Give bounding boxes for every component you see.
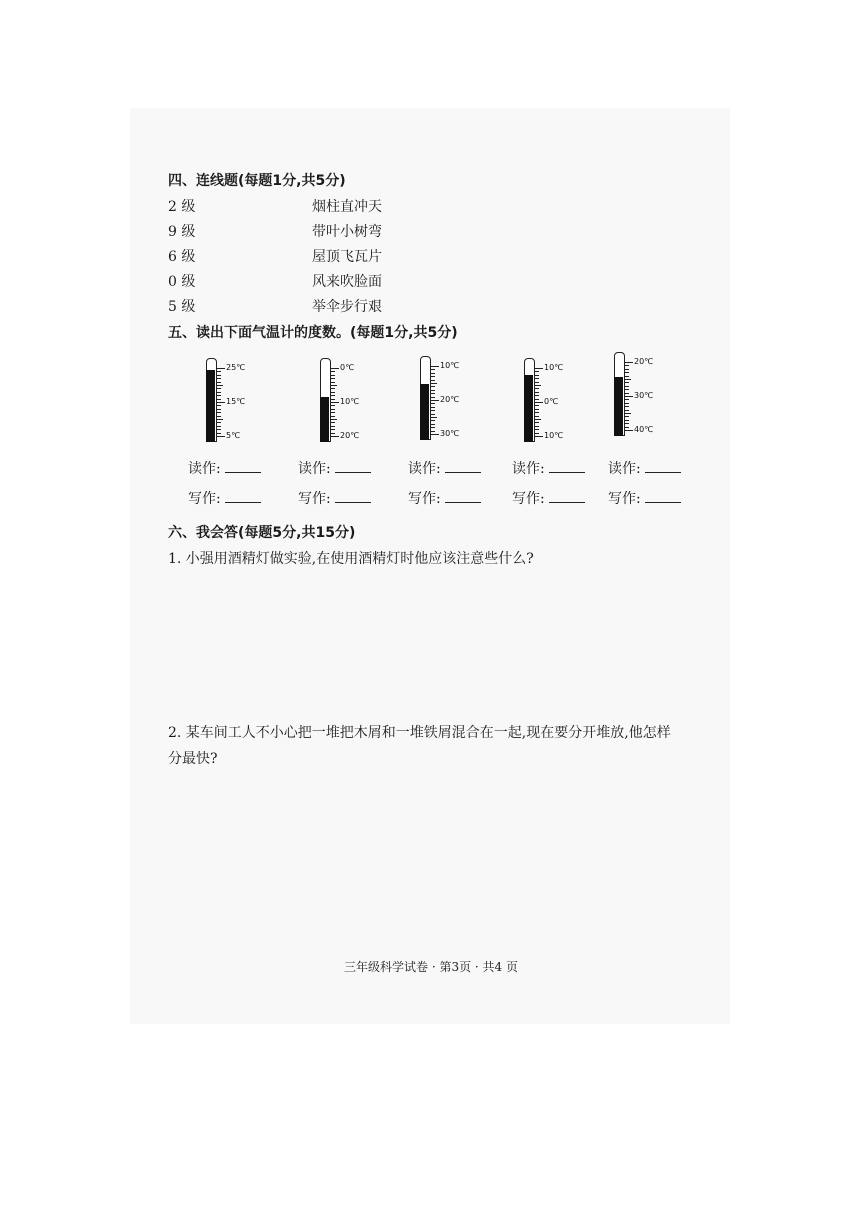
answer-blank[interactable]: [225, 490, 261, 503]
scale-tick: [625, 403, 629, 404]
scale-tick: [625, 420, 629, 421]
scale-tick: [217, 399, 221, 400]
mercury-column: [614, 377, 623, 436]
question-2-line-1: 2. 某车间工人不小心把一堆把木屑和一堆铁屑混合在一起,现在要分开堆放,他怎样: [168, 725, 671, 741]
scale-tick: [217, 412, 221, 413]
scale-tick: [331, 399, 335, 400]
scale-tick: [625, 413, 631, 414]
scale-tick: [331, 378, 335, 379]
scale-tick: [625, 372, 629, 373]
scale-label: 15℃: [226, 397, 246, 406]
match-right-4: 风来吹脸面: [312, 274, 382, 290]
scale-tick: [431, 400, 439, 401]
question-1: 1. 小强用酒精灯做实验,在使用酒精灯时他应该注意些什么?: [168, 551, 534, 567]
scale-tick: [625, 396, 633, 397]
scale-tick: [431, 373, 435, 374]
scale-tick: [331, 433, 335, 434]
scale-tick: [217, 402, 225, 403]
scale-tick: [431, 427, 435, 428]
page-footer: 三年级科学试卷 · 第3页 · 共4 页: [344, 960, 518, 974]
answer-blank[interactable]: [549, 490, 585, 503]
match-left-3: 6 级: [168, 249, 196, 265]
scale-tick: [535, 412, 539, 413]
scale-tick: [535, 433, 539, 434]
scale-tick: [331, 392, 335, 393]
scale-tick: [431, 380, 435, 381]
scale-tick: [431, 386, 435, 387]
scale-tick: [331, 426, 335, 427]
scale-label: 20℃: [340, 431, 360, 440]
scale-tick: [431, 376, 435, 377]
answer-blank[interactable]: [335, 490, 371, 503]
match-right-5: 举伞步行艰: [312, 299, 382, 315]
thermometer-4: [524, 358, 584, 448]
answer-blank[interactable]: [549, 460, 585, 473]
scale-tick: [431, 393, 435, 394]
scale-tick: [217, 382, 221, 383]
scale-tick: [331, 395, 335, 396]
scale-tick: [625, 362, 633, 363]
scale-tick: [217, 405, 221, 406]
scale-tick: [217, 388, 221, 389]
match-left-4: 0 级: [168, 274, 196, 290]
scale-tick: [535, 426, 539, 427]
read-answer-4: 读作:: [512, 458, 585, 478]
scale-tick: [217, 385, 223, 386]
match-left-2: 9 级: [168, 224, 196, 240]
scale-tick: [217, 409, 221, 410]
scale-label: 10℃: [544, 363, 564, 372]
scale-tick: [431, 390, 435, 391]
read-answer-1: 读作:: [188, 458, 261, 478]
thermometer-5: [614, 352, 674, 442]
scale-label: 25℃: [226, 363, 246, 372]
match-right-1: 烟柱直冲天: [312, 199, 382, 215]
scale-tick: [535, 388, 539, 389]
mercury-column: [206, 370, 215, 442]
scale-label: 30℃: [440, 429, 460, 438]
scale-tick: [217, 416, 221, 417]
scale-tick: [431, 403, 435, 404]
scale-tick: [535, 392, 539, 393]
scale-tick: [431, 407, 435, 408]
scale-label: 0℃: [340, 363, 355, 372]
scale-tick: [331, 375, 335, 376]
answer-blank[interactable]: [445, 460, 481, 473]
thermometer-2: [320, 358, 380, 448]
scale-tick: [217, 429, 221, 430]
scale-tick: [217, 375, 221, 376]
scale-tick: [331, 368, 339, 369]
section-6-title: 六、我会答(每题5分,共15分): [168, 525, 356, 541]
scale-tick: [331, 382, 335, 383]
scale-tick: [535, 402, 543, 403]
thermometer-1: [206, 358, 266, 448]
scale-tick: [535, 385, 541, 386]
scale-tick: [625, 365, 629, 366]
scale-tick: [625, 430, 633, 431]
scale-tick: [625, 382, 629, 383]
scale-tick: [331, 422, 335, 423]
match-right-2: 带叶小树弯: [312, 224, 382, 240]
question-2-line-2: 分最快?: [168, 751, 218, 767]
scale-tick: [331, 436, 339, 437]
scale-tick: [331, 429, 335, 430]
scale-tick: [535, 395, 539, 396]
section-5-title: 五、读出下面气温计的度数。(每题1分,共5分): [168, 325, 458, 341]
scale-tick: [217, 395, 221, 396]
scale-tick: [431, 369, 435, 370]
scale-tick: [217, 433, 221, 434]
scale-tick: [535, 371, 539, 372]
write-answer-2: 写作:: [298, 488, 371, 508]
scale-tick: [535, 416, 539, 417]
scale-tick: [625, 376, 629, 377]
read-answer-3: 读作:: [408, 458, 481, 478]
answer-blank[interactable]: [645, 490, 681, 503]
scale-tick: [535, 422, 539, 423]
answer-blank[interactable]: [645, 460, 681, 473]
scale-tick: [625, 386, 629, 387]
scale-label: 0℃: [544, 397, 559, 406]
scale-tick: [331, 371, 335, 372]
thermometer-3: [420, 356, 480, 446]
scale-label: 30℃: [634, 391, 654, 400]
scale-tick: [535, 405, 539, 406]
write-answer-1: 写作:: [188, 488, 261, 508]
scale-tick: [535, 375, 539, 376]
scale-label: 10℃: [440, 361, 460, 370]
scale-tick: [625, 416, 629, 417]
scale-tick: [431, 410, 435, 411]
scale-tick: [625, 410, 629, 411]
scale-tick: [625, 423, 629, 424]
scale-tick: [217, 436, 225, 437]
read-answer-5: 读作:: [608, 458, 681, 478]
scale-tick: [217, 426, 221, 427]
answer-blank[interactable]: [335, 460, 371, 473]
scale-tick: [625, 393, 629, 394]
scale-tick: [217, 378, 221, 379]
match-left-1: 2 级: [168, 199, 196, 215]
scale-tick: [217, 368, 225, 369]
write-answer-4: 写作:: [512, 488, 585, 508]
scale-tick: [331, 385, 337, 386]
scale-tick: [625, 379, 631, 380]
scale-tick: [431, 366, 439, 367]
scale-tick: [535, 399, 539, 400]
read-answer-2: 读作:: [298, 458, 371, 478]
scale-tick: [431, 417, 437, 418]
scale-tick: [535, 378, 539, 379]
mercury-column: [320, 397, 329, 442]
scale-tick: [431, 420, 435, 421]
scale-tick: [625, 399, 629, 400]
scale-tick: [331, 409, 335, 410]
answer-blank[interactable]: [445, 490, 481, 503]
scale-tick: [535, 419, 541, 420]
scale-label: 20℃: [634, 357, 654, 366]
write-answer-5: 写作:: [608, 488, 681, 508]
scale-tick: [331, 412, 335, 413]
scale-tick: [625, 427, 629, 428]
scale-tick: [535, 382, 539, 383]
scale-tick: [625, 369, 629, 370]
scale-tick: [217, 419, 223, 420]
scale-tick: [535, 409, 539, 410]
scale-label: 20℃: [440, 395, 460, 404]
mercury-column: [420, 384, 429, 440]
scale-tick: [331, 405, 335, 406]
scale-tick: [431, 434, 439, 435]
scale-tick: [625, 406, 629, 407]
mercury-column: [524, 375, 533, 442]
write-answer-3: 写作:: [408, 488, 481, 508]
section-4-title: 四、连线题(每题1分,共5分): [168, 173, 346, 189]
scale-tick: [535, 368, 543, 369]
scale-tick: [217, 422, 221, 423]
scale-tick: [535, 436, 543, 437]
scale-tick: [217, 371, 221, 372]
scale-label: 5℃: [226, 431, 241, 440]
scale-tick: [535, 429, 539, 430]
scale-tick: [431, 431, 435, 432]
scale-tick: [625, 389, 629, 390]
answer-blank[interactable]: [225, 460, 261, 473]
scale-tick: [331, 419, 337, 420]
match-right-3: 屋顶飞瓦片: [312, 249, 382, 265]
scale-tick: [331, 402, 339, 403]
match-left-5: 5 级: [168, 299, 196, 315]
scale-tick: [431, 397, 435, 398]
scale-tick: [431, 383, 437, 384]
scale-label: 10℃: [340, 397, 360, 406]
scale-tick: [331, 388, 335, 389]
scale-tick: [431, 424, 435, 425]
scale-tick: [331, 416, 335, 417]
scale-label: 40℃: [634, 425, 654, 434]
scale-tick: [431, 414, 435, 415]
scale-label: 10℃: [544, 431, 564, 440]
scale-tick: [217, 392, 221, 393]
